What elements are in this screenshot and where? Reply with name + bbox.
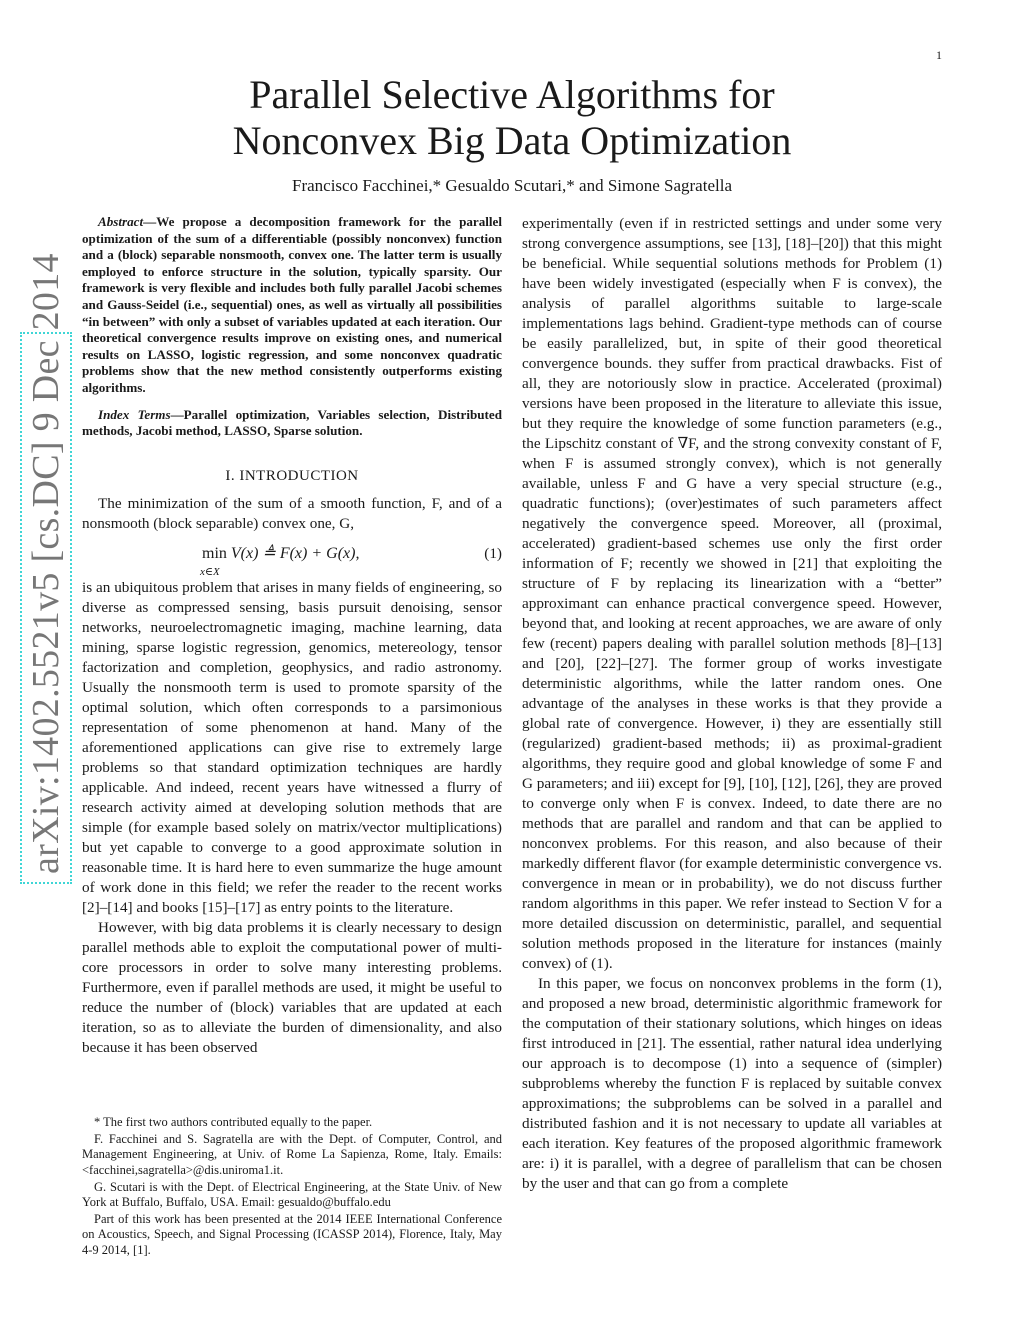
author-list: Francisco Facchinei,* Gesualdo Scutari,* and Simone Sagratella — [292, 176, 732, 195]
title-line-1: Parallel Selective Algorithms for — [249, 72, 775, 117]
right-paragraph-2: In this paper, we focus on nonconvex problems in the form (1), and proposed a new broad, deterministic algorithmic framework for the computation of their stationary solutions, which hinges on ideas first introduced in [21]. The essential, rather natural idea underlying our approach is to decompose (1) into a sequence of (simpler) subproblems whereby the function F is replaced by suitable convex approximations; the subproblems can be solved in a parallel and distributed fashion and it is not necessary to update all variables at each iteration. Key features of the proposed algorithmic framework are: i) it is parallel, with a degree of parallelism that can be chosen by the user and that can go from a complete — [522, 975, 942, 1192]
intro-paragraph-2: is an ubiquitous problem that arises in many fields of engineering, so diverse as compressed sensing, basis pursuit denoising, sensor networks, neuroelectromagnetic imaging, machine learning, data mining, sparse logistic regression, genomics, metereology, tensor factorization and completion, geophysics, and radio astronomy. Usually the nonsmooth term is used to promote sparsity of the optimal solution, which often corresponds to a parsimonious representation of some phenomenon at hand. Many of the aforementioned applications can give rise to extremely large problems so that standard optimization techniques are hardly applicable. And indeed, recent years have witnessed a flurry of research activity aimed at developing solution methods that are simple (for example based solely on matrix/vector multiplications) but yet capable to converge to a good approximate solution in reasonable time. It is hard here to even summarize the huge amount of work done in this field; we refer the reader to the recent works [2]–[14] and books [15]–[17] as entry points to the literature. — [82, 578, 502, 916]
section-heading: I. INTRODUCTION — [225, 467, 359, 484]
index-terms-label: Index Terms — [98, 406, 171, 422]
arxiv-stamp: arXiv:1402.5521v5 [cs.DC] 9 Dec 2014 — [20, 332, 72, 884]
equation-subscript: x∈X — [200, 565, 220, 578]
paper-title — [160, 72, 864, 164]
footnotes — [82, 1115, 502, 1260]
equation-expression — [202, 544, 359, 564]
equation-expr: V(x) ≜ F(x) + G(x), — [230, 544, 360, 562]
right-column — [522, 214, 942, 1194]
abstract-text: We propose a decomposition framework for the parallel optimization of the sum of a differentiable (possibly nonconvex) function and a (block) separable nonsmooth, convex one. The latter term is usually employed to enforce structure in the solution, typically sparsity. Our framework is very flexible and includes both fully parallel Jacobi schemes and Gauss-Seidel (i.e., sequential) ones, as well as virtually all possibilities “in between” with only a subset of variables updated at each iteration. Our theoretical convergence results improve on existing ones, and numerical results on LASSO, logistic regression, and some nonconvex quadratic problems show that the new method consistently outperforms existing algorithms. — [82, 214, 502, 395]
left-column — [82, 214, 502, 1058]
footnote-conference: Part of this work has been presented at the 2014 IEEE International Conference on Acoustics, Speech, and Signal Processing (ICASSP 2014), Florence, Italy, May 4-9 2014, [1]. — [82, 1212, 502, 1257]
equation-1 — [82, 540, 502, 578]
equation-operator: min — [202, 544, 227, 562]
equation-number: (1) — [484, 544, 502, 562]
footnote-affiliation-2: G. Scutari is with the Dept. of Electrical Engineering, at the State Univ. of New York at Buffalo, Buffalo, USA. Email: gesualdo@buffalo.edu — [82, 1179, 502, 1210]
intro-paragraph-3: However, with big data problems it is clearly necessary to design parallel methods able to exploit the computational power of multi-core processors in order to solve many interesting problems. Furthermore, even if parallel methods are used, it might be useful to reduce the number of (block) variables that are updated at each iteration, so as to alleviate the burden of dimensionality, and also because it has been observed — [82, 918, 502, 1056]
title-line-2: Nonconvex Big Data Optimization — [232, 118, 792, 163]
abstract: Abstract—We propose a decomposition framework for the parallel optimization of the sum of a differentiable (possibly nonconvex) function and a (block) separable nonsmooth, convex one. The latter term is usually employed to enforce structure in the solution, typically sparsity. Our framework is very flexible and includes both fully parallel Jacobi schemes and Gauss-Seidel (i.e., sequential) ones, as well as virtually all possibilities “in between” with only a subset of variables updated at each iteration. Our theoretical convergence results improve on existing ones, and numerical results on LASSO, logistic regression, and some nonconvex quadratic problems show that the new method consistently outperforms existing algorithms. — [82, 214, 502, 395]
right-paragraph-1: experimentally (even if in restricted settings and under some very strong convergence assumptions, see [13], [18]–[20]) that this might be beneficial. While sequential solutions methods for Problem (1) have been widely investigated (especially when F is convex), the analysis of parallel algorithms suitable to large-scale implementations lags behind. Gradient-type methods can of course be easily parallelized, but, in spite of their good theoretical convergence bounds. they suffer from practical drawbacks. Fist of all, they are notoriously slow in practice. Accelerated (proximal) versions have been proposed in the literature to alleviate this issue, but they require the knowledge of some function parameters (e.g., the Lipschitz constant of ∇F, and the strong convexity constant of F, when F is assumed strongly convex), which is not generally available, unless F and G have a very special structure (e.g., quadratic functions); (over)estimates of such parameters affect negatively the convergence speed. Moreover, all (proximal, accelerated) gradient-based schemes use only the first order information of F; recently we showed in [21] that exploiting the structure of F by replacing its linearization with a “better” approximant can enhance practical convergence speed. However, beyond that, and looking at recent approaches, we are aware of only few (recent) papers dealing with parallel solution methods [8]–[13] and [20], [22]–[27]. The former group of works investigate deterministic algorithms, while the latter random ones. One advantage of the analyses in these works is that they provide a global rate of convergence. However, i) they are essentially still (regularized) gradient-based methods; ii) as proximal-gradient algorithms, they require good and global knowledge of some F and G parameters; and iii) except for [9], [10], [12], [26], they are proved to converge only when F is convex. Indeed, to date there are no methods that are parallel and random and that can be applied to nonconvex problems. For this reason, and also because of their markedly different flavor (for example deterministic convergence vs. convergence in mean or in probability), we do not discuss further random algorithms in this paper. We refer instead to Section V for a more detailed discussion on deterministic, parallel, and sequential solution methods proposed in the literature for instances (mainly convex) of (1). — [522, 215, 943, 972]
footnote-affiliation-1: F. Facchinei and S. Sagratella are with the Dept. of Computer, Control, and Management Engineering, at Univ. of Rome La Sapienza, Rome, Italy. Emails: <facchinei,sagratella>@dis.uniroma1.it. — [82, 1132, 502, 1177]
index-terms: Index Terms—Parallel optimization, Variables selection, Distributed methods, Jacobi method, LASSO, Sparse solution. — [82, 406, 502, 439]
abstract-label: Abstract — [98, 214, 144, 229]
intro-paragraph-1: The minimization of the sum of a smooth function, F, and of a nonsmooth (block separable) convex one, G, — [82, 494, 502, 532]
index-terms-text: Parallel optimization, Variables selection, Distributed methods, Jacobi method, LASSO, Sparse solution. — [82, 406, 502, 439]
page-number: 1 — [936, 48, 942, 62]
footnote-equal-contribution: * The first two authors contributed equally to the paper. — [94, 1115, 373, 1129]
